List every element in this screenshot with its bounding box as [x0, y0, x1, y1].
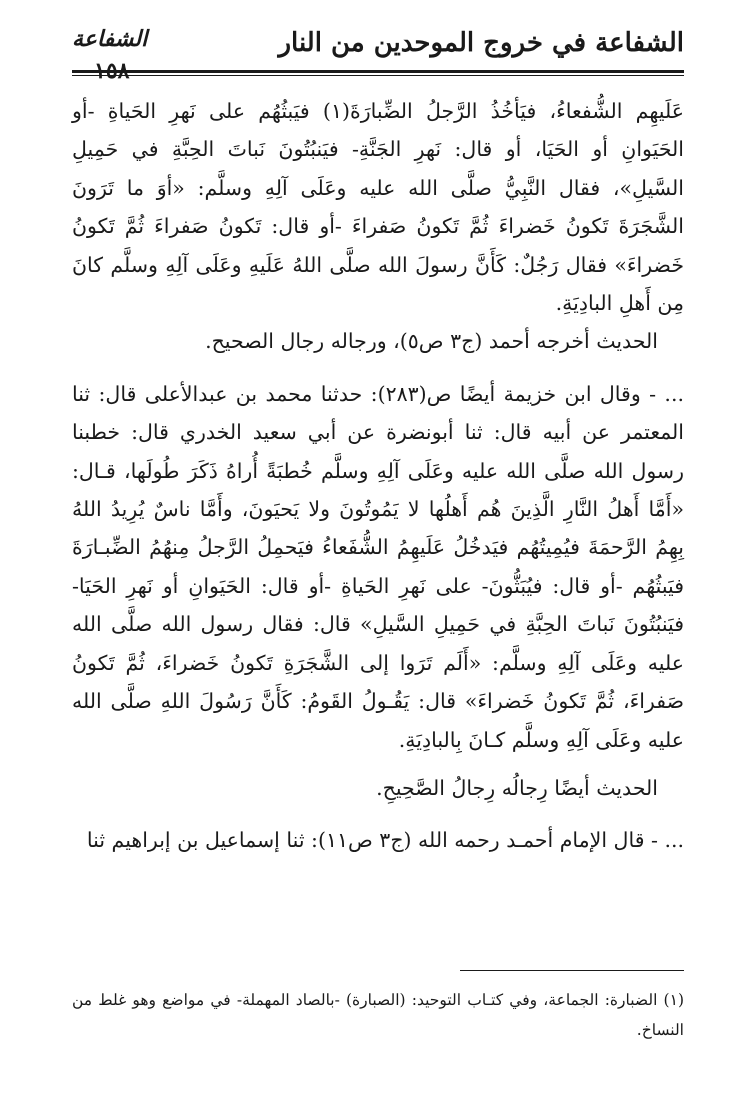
page-header — [72, 18, 684, 78]
footnote-rule — [460, 970, 684, 971]
running-title: الشفاعة في خروج الموحدين من النار — [278, 28, 684, 58]
book-mark: الشفاعة — [72, 26, 148, 52]
paragraph-imam-ahmad: ... - قال الإمام أحمـد رحمه الله (ج٣ ص١١): ثنا إسماعيل بن إبراهيم ثنا — [86, 828, 684, 853]
paragraph-ibn-khuzaymah: ... - وقال ابن خزيمة أيضًا ص(٢٨٣): حدثنا محمد بن عبدالأعلى قال: ثنا المعتمر عن أبيه قال: ثنا أبونضرة عن أبي سعيد الخدري قال: خطبنا رسول الله صلَّى الله عليه وعَلَى آلِهِ وسلَّم خُطبَةً أُراهُ ذَكَرَ طُولَها، قـال: «أَمَّا أَهلُ النَّارِ الَّذِينَ هُم أَهلُها لا يَمُوتُونَ ولا يَحيَونَ، وأَمَّا ناسٌ يُرِيدُ اللهُ بِهِمُ الرَّحمَةَ فيُمِيتُهُم فيَدخُلُ عَلَيهِمُ الشُّفَعاءُ فيَحمِلُ الرَّجلُ مِنهُمُ الضِّبـارَةَ فيَبثُهُم -أو قال: فيُبَثُّونَ- على نَهرِ الحَياةِ -أو قال: الحَيَوانِ أو نَهرِ الحَيَا- فيَنبُتُونَ نَباتَ الحِبَّةِ في حَمِيلِ السَّيلِ» قال: فقال رسول الله صلَّى الله عليه وعَلَى آلِهِ وسلَّم: «أَلَم تَرَوا إلى الشَّجَرَةِ تَكونُ خَضراءَ، ثُمَّ تَكونُ صَفراءَ، ثُمَّ تَكونُ خَضراءَ» قال: يَقُـولُ القَومُ: كَأَنَّ رَسُولَ اللهِ صلَّى الله عليه وعَلَى آلِهِ وسلَّم كـانَ بِالبادِيَةِ. — [72, 381, 684, 752]
header-rule — [72, 70, 684, 73]
paragraph-hadith-continuation: عَلَيهِم الشُّفعاءُ، فيَأخُذُ الرَّجلُ الضِّبارَةَ(١) فيَبثُهُم على نَهرِ الحَياةِ -أو الحَيَوانِ أو الحَيَا، أو قال: نَهرِ الجَنَّةِ- فيَنبُتُونَ نَباتَ الحِبَّةِ في حَمِيلِ السَّيلِ»، فقال النَّبِيُّ صلَّى الله عليه وعَلَى آلِهِ وسلَّم: «أوَ ما تَرَونَ الشَّجَرَةَ تَكونُ خَضراءَ ثُمَّ تَكونُ صَفراءَ -أو قال: تَكونُ صَفراءَ ثُمَّ تَكونُ خَضراءَ» فقال رَجُلٌ: كَأَنَّ رسولَ الله صلَّى اللهُ عَلَيهِ وعَلَى آلِهِ وسلَّم كانَ مِن أَهلِ البادِيَةِ. — [72, 99, 684, 316]
main-text — [72, 92, 684, 860]
header-rule-thin — [72, 75, 684, 76]
footnote-text: (١) الضبارة: الجماعة، وفي كتـاب التوحيد: (الصبارة) -بالصاد المهملة- في مواضع وهو غلط من النساخ. — [72, 991, 684, 1039]
paragraph-takhrij-ahmad: الحديث أخرجه أحمد (ج٣ ص٥)، ورجاله رجال الصحيح. — [205, 329, 658, 354]
footnote — [72, 985, 684, 1045]
paragraph-takhrij-sahih: الحديث أيضًا رِجالُه رِجالُ الصَّحِيحِ. — [376, 775, 658, 800]
